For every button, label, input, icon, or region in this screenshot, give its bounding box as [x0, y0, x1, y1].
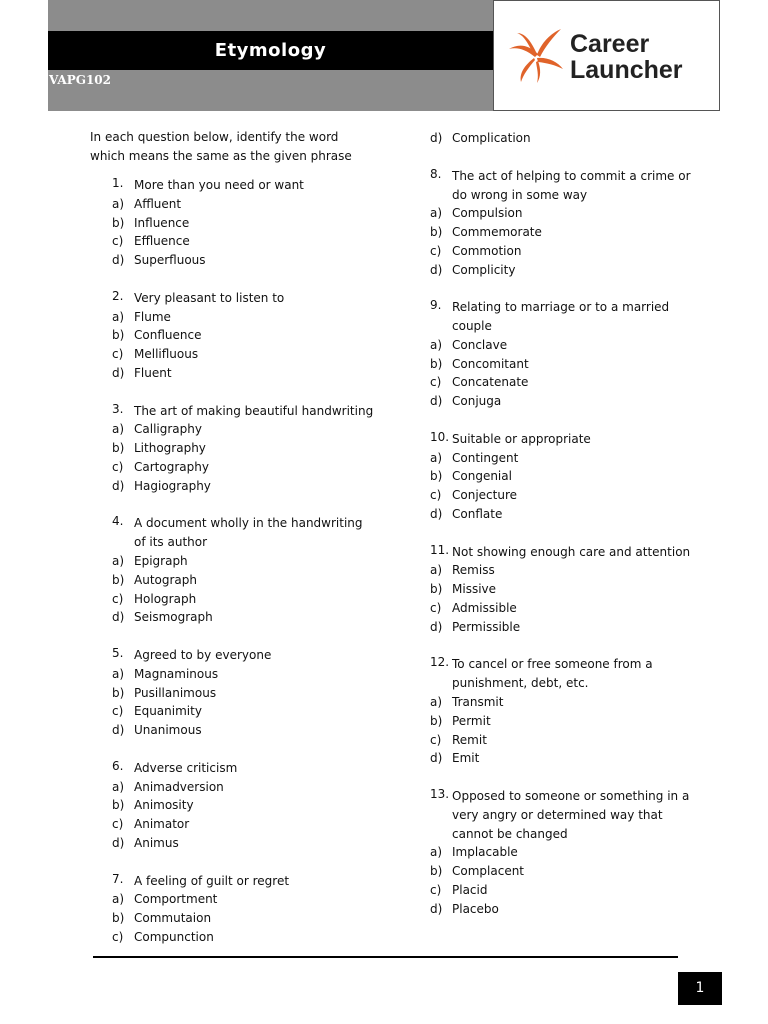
option-letter: b)	[430, 864, 443, 879]
option-text: Effluence	[134, 234, 190, 249]
option-text: Compunction	[134, 930, 214, 944]
option-text: Animosity	[134, 798, 194, 813]
option-item	[112, 702, 372, 721]
option-text: Contingent	[452, 450, 519, 465]
logo	[493, 0, 720, 111]
option-text: Superfluous	[134, 253, 206, 268]
question-text	[134, 176, 374, 195]
option-text: Remiss	[452, 563, 495, 578]
option-letter: b)	[112, 798, 125, 813]
option-letter: b)	[112, 215, 125, 230]
question-text-line: Agreed to by everyone	[134, 648, 272, 662]
option-item	[112, 608, 372, 627]
option-letter: c)	[112, 817, 124, 832]
option-letter: c)	[112, 347, 124, 362]
option-item	[430, 749, 690, 768]
question-text	[452, 298, 692, 336]
question-number: 11.	[430, 542, 450, 557]
question-text-line: punishment, debt, etc.	[452, 676, 589, 691]
option-letter: c)	[112, 591, 124, 606]
option-text: Commemorate	[452, 225, 542, 239]
option-letter: b)	[430, 225, 443, 239]
option-text: Animus	[134, 836, 179, 850]
option-letter: b)	[430, 356, 443, 371]
option-letter: a)	[430, 563, 443, 578]
option-letter: a)	[112, 892, 125, 907]
question-text	[452, 655, 692, 693]
question-number: 6.	[112, 758, 124, 773]
option-text: Mellifluous	[134, 347, 199, 362]
option-item	[112, 364, 372, 383]
option-item	[430, 900, 690, 919]
option-text: Concomitant	[452, 356, 529, 371]
option-letter: d)	[112, 253, 125, 268]
question-text	[134, 289, 374, 308]
option-item	[430, 467, 690, 486]
option-text: Confluence	[134, 328, 202, 343]
question-text-line: A document wholly in the handwriting	[134, 516, 363, 531]
option-letter: d)	[430, 751, 443, 766]
option-letter: d)	[430, 262, 443, 277]
option-item	[112, 721, 372, 740]
option-letter: a)	[112, 422, 125, 437]
question-number: 10.	[430, 429, 450, 444]
option-item	[430, 843, 690, 862]
option-item	[112, 195, 372, 214]
question-number: 3.	[112, 401, 124, 416]
option-item	[430, 712, 690, 731]
page-title: Etymology	[214, 40, 327, 61]
option-item	[112, 552, 372, 571]
option-letter: d)	[112, 723, 125, 738]
option-letter: a)	[112, 779, 125, 794]
option-letter: d)	[430, 507, 443, 521]
question-number: 5.	[112, 646, 124, 660]
footer-divider	[93, 956, 678, 958]
option-text: Missive	[452, 582, 497, 597]
question-text-line: Adverse criticism	[134, 760, 238, 775]
option-letter: a)	[430, 695, 443, 709]
option-item	[112, 890, 372, 909]
option-item	[112, 345, 372, 364]
option-text: Holograph	[134, 591, 197, 606]
option-text: Emit	[452, 751, 480, 766]
option-item	[430, 373, 690, 392]
option-letter: b)	[112, 441, 125, 456]
option-text: Affluent	[134, 196, 182, 211]
question-text	[452, 787, 692, 844]
option-item	[112, 420, 372, 439]
question-text-line: Not showing enough care and attention	[452, 544, 691, 559]
option-item	[430, 731, 690, 750]
option-letter: b)	[112, 572, 125, 587]
option-item	[112, 928, 372, 947]
option-item	[430, 561, 690, 580]
option-item	[112, 815, 372, 834]
option-item	[112, 458, 372, 477]
question-number: 13.	[430, 787, 450, 801]
option-text: Seismograph	[134, 610, 213, 625]
option-text: Magnaminous	[134, 666, 219, 681]
option-item	[112, 308, 372, 327]
option-item	[112, 684, 372, 703]
question-number: 2.	[112, 288, 124, 303]
option-item	[112, 232, 372, 251]
option-item	[430, 355, 690, 374]
option-item	[112, 214, 372, 233]
instructions	[90, 128, 370, 166]
option-item	[430, 862, 690, 881]
question-number: 8.	[430, 166, 442, 181]
option-letter: d)	[430, 131, 443, 145]
option-letter: d)	[112, 366, 125, 380]
option-item	[112, 326, 372, 345]
option-letter: b)	[112, 328, 125, 343]
question-text-line: couple	[452, 319, 492, 334]
question-text-line: Suitable or appropriate	[452, 431, 591, 446]
page-number: 1	[678, 972, 722, 1005]
question-text	[134, 872, 374, 891]
question-text	[452, 543, 692, 562]
option-text: Permissible	[452, 619, 521, 634]
option-item	[430, 392, 690, 411]
option-text: Autograph	[134, 572, 197, 587]
option-letter: c)	[112, 234, 124, 249]
option-item	[112, 796, 372, 815]
option-letter: d)	[112, 478, 125, 493]
option-letter: c)	[112, 460, 124, 474]
option-item	[430, 261, 690, 280]
option-text: Calligraphy	[134, 422, 202, 437]
question-text-line: The act of helping to commit a crime or	[452, 168, 691, 183]
option-item	[112, 477, 372, 496]
option-text: Placid	[452, 883, 488, 897]
option-text: Implacable	[452, 845, 518, 860]
option-item	[430, 204, 690, 223]
question-number: 9.	[430, 298, 442, 313]
option-letter: a)	[112, 666, 125, 681]
option-text: Remit	[452, 732, 487, 747]
option-letter: a)	[430, 206, 443, 221]
option-letter: a)	[112, 309, 125, 324]
question-text-line: Very pleasant to listen to	[134, 290, 285, 305]
option-letter: b)	[430, 713, 443, 728]
option-item	[430, 486, 690, 505]
option-text: Pusillanimous	[134, 685, 217, 700]
option-text: Conjuga	[452, 394, 502, 409]
question-text-line: do wrong in some way	[452, 187, 588, 202]
option-letter: c)	[430, 883, 442, 897]
option-text: Conflate	[452, 507, 503, 521]
option-letter: c)	[430, 375, 442, 390]
career-launcher-logo-icon	[507, 27, 565, 83]
question-number: 7.	[112, 871, 124, 886]
option-text: Fluent	[134, 366, 172, 380]
option-letter: a)	[430, 450, 443, 465]
option-text: Hagiography	[134, 478, 211, 493]
option-letter: a)	[430, 845, 443, 860]
option-letter: a)	[430, 337, 443, 352]
option-text: Cartography	[134, 460, 209, 474]
document-code: VAPG102	[49, 73, 112, 87]
option-text: Complicity	[452, 262, 516, 277]
option-letter: d)	[430, 901, 443, 916]
option-letter: c)	[430, 243, 442, 258]
option-text: Permit	[452, 713, 491, 728]
option-text: Flume	[134, 309, 171, 324]
option-item	[112, 251, 372, 270]
option-letter: c)	[430, 601, 442, 615]
option-letter: d)	[112, 836, 125, 850]
option-text: Congenial	[452, 469, 512, 484]
option-item	[112, 909, 372, 928]
option-letter: b)	[112, 911, 125, 926]
option-letter: d)	[112, 610, 125, 625]
option-letter: b)	[430, 469, 443, 484]
option-item	[430, 618, 690, 637]
question-text	[134, 759, 374, 778]
option-letter: d)	[430, 394, 443, 409]
question-text-line: Opposed to someone or something in a	[452, 789, 690, 803]
logo-text	[570, 31, 683, 83]
logo-line-2: Launcher	[570, 56, 683, 84]
option-text: Placebo	[452, 901, 499, 916]
option-item	[112, 439, 372, 458]
option-item	[430, 129, 690, 148]
option-text: Concatenate	[452, 375, 529, 390]
option-text: Complacent	[452, 864, 525, 879]
question-text	[452, 167, 692, 205]
option-letter: d)	[430, 619, 443, 634]
option-item	[430, 223, 690, 242]
option-item	[112, 834, 372, 853]
option-item	[430, 336, 690, 355]
question-text-line: More than you need or want	[134, 178, 304, 192]
instruction-line: which means the same as the given phrase	[90, 149, 352, 163]
option-letter: c)	[430, 732, 442, 747]
option-text: Conjecture	[452, 488, 518, 503]
option-item	[112, 665, 372, 684]
option-item	[430, 505, 690, 524]
instruction-line: In each question below, identify the word	[90, 130, 339, 144]
question-text-line: cannot be changed	[452, 827, 568, 841]
option-letter: c)	[430, 488, 442, 503]
option-letter: a)	[112, 554, 125, 568]
question-text-line: very angry or determined way that	[452, 808, 663, 822]
question-number: 1.	[112, 176, 124, 190]
option-text: Transmit	[452, 695, 504, 709]
question-text-line: Relating to marriage or to a married	[452, 300, 670, 315]
option-text: Commutaion	[134, 911, 212, 926]
option-letter: c)	[112, 930, 124, 944]
option-text: Influence	[134, 215, 190, 230]
question-text	[134, 646, 374, 665]
option-letter: c)	[112, 704, 124, 719]
question-text	[452, 430, 692, 449]
question-text	[134, 514, 374, 552]
option-text: Animadversion	[134, 779, 224, 794]
option-text: Equanimity	[134, 704, 202, 719]
option-text: Conclave	[452, 337, 508, 352]
option-text: Lithography	[134, 441, 206, 456]
option-text: Unanimous	[134, 723, 202, 738]
option-item	[112, 571, 372, 590]
option-item	[430, 449, 690, 468]
option-item	[430, 580, 690, 599]
option-text: Epigraph	[134, 554, 188, 568]
option-letter: b)	[112, 685, 125, 700]
option-text: Admissible	[452, 601, 517, 615]
question-text-line: A feeling of guilt or regret	[134, 873, 290, 888]
option-item	[112, 778, 372, 797]
option-text: Animator	[134, 817, 190, 832]
question-text-line: To cancel or free someone from a	[452, 657, 653, 672]
option-item	[112, 590, 372, 609]
option-text: Comportment	[134, 892, 218, 907]
logo-line-1: Career	[570, 30, 650, 58]
question-number: 4.	[112, 514, 124, 529]
question-text-line: of its author	[134, 535, 208, 550]
option-item	[430, 599, 690, 618]
option-item	[430, 693, 690, 712]
option-letter: b)	[430, 582, 443, 597]
question-number: 12.	[430, 655, 450, 670]
option-item	[430, 242, 690, 261]
option-letter: a)	[112, 196, 125, 211]
question-text-line: The art of making beautiful handwriting	[134, 403, 374, 418]
option-text: Commotion	[452, 243, 522, 258]
option-item	[430, 881, 690, 900]
option-text: Complication	[452, 131, 531, 145]
question-text	[134, 402, 374, 421]
option-text: Compulsion	[452, 206, 523, 221]
